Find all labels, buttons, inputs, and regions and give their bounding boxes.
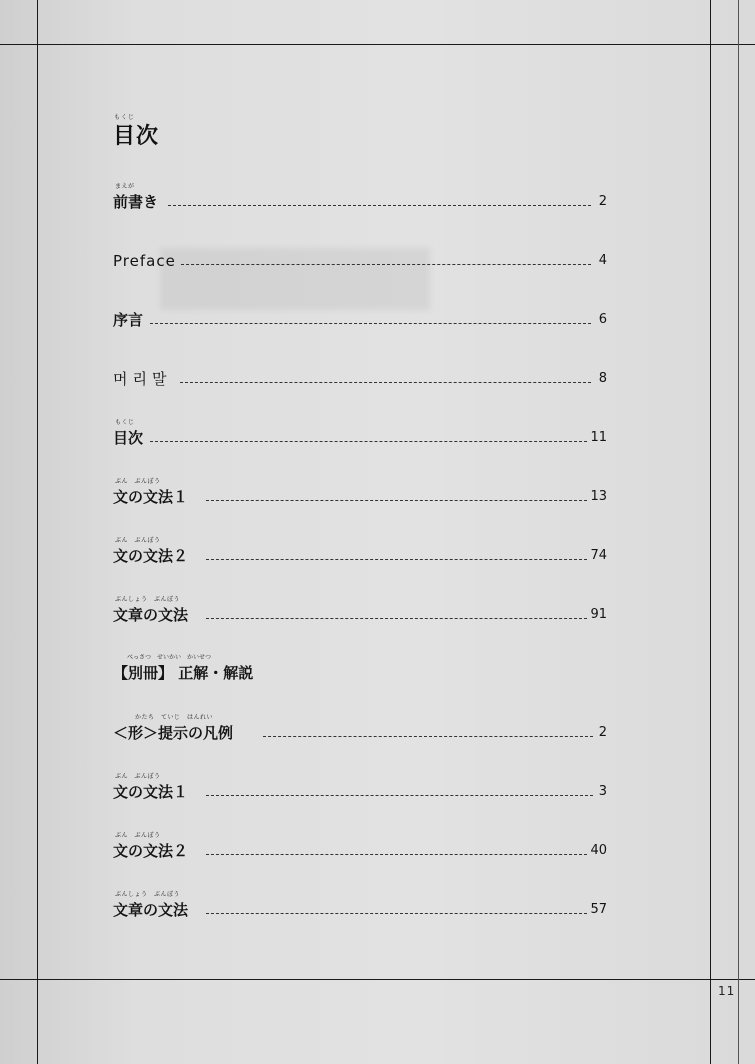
- toc-entry[interactable]: [113, 594, 607, 624]
- dot-leader: [206, 559, 587, 560]
- entry-label: 文の文法２: [113, 842, 189, 860]
- dot-leader: [206, 913, 587, 914]
- entry-page: 2: [598, 725, 607, 740]
- entry-label: ＜形＞提示の凡例: [113, 724, 234, 742]
- entry-page: 11: [590, 430, 607, 445]
- entry-page: 2: [598, 194, 607, 209]
- entry-label: 前書き: [113, 193, 159, 211]
- toc-entry[interactable]: [113, 476, 607, 506]
- entry-page: 74: [590, 548, 607, 563]
- entry-label: Preface: [113, 252, 176, 270]
- entry-ruby: ぶん ぶんぽう: [115, 832, 161, 839]
- toc-entry[interactable]: [113, 417, 607, 447]
- crop-mark-bottom: [0, 979, 755, 980]
- entry-ruby: ぶん ぶんぽう: [115, 773, 161, 780]
- toc-entry[interactable]: [113, 830, 607, 860]
- entry-label: 文の文法２: [113, 547, 189, 565]
- crop-mark-left: [37, 0, 38, 1064]
- entry-page: 3: [598, 784, 607, 799]
- page-number: 11: [718, 984, 736, 998]
- toc-heading-ruby: もくじ: [114, 114, 136, 121]
- appendix-heading-label: 【別冊】 正解・解説: [113, 664, 254, 682]
- entry-label: 文の文法１: [113, 488, 189, 506]
- toc-entry[interactable]: [113, 240, 607, 270]
- crop-mark-right-outer: [738, 0, 739, 1064]
- entry-page: 40: [590, 843, 607, 858]
- entry-label: 머리말: [113, 370, 172, 388]
- entry-label: 文章の文法: [113, 901, 189, 919]
- entry-ruby: かたち ていじ はんれい: [135, 714, 214, 721]
- appendix-heading: [113, 652, 413, 682]
- toc-entry[interactable]: [113, 299, 607, 329]
- entry-page: 91: [590, 607, 607, 622]
- entry-ruby: ぶんしょう ぶんぽう: [115, 596, 181, 603]
- dot-leader: [168, 205, 591, 206]
- entry-label: 目次: [113, 429, 144, 447]
- toc-entry[interactable]: [113, 358, 607, 388]
- entry-ruby: もくじ: [115, 419, 135, 426]
- entry-page: 57: [590, 902, 607, 917]
- dot-leader: [206, 500, 587, 501]
- dot-leader: [206, 795, 593, 796]
- crop-mark-right: [710, 0, 711, 1064]
- dot-leader: [181, 264, 591, 265]
- dot-leader: [206, 618, 587, 619]
- dot-leader: [150, 323, 591, 324]
- dot-leader: [263, 736, 593, 737]
- toc-heading: 目次: [113, 123, 160, 149]
- toc-entry[interactable]: [113, 712, 607, 742]
- entry-ruby: ぶん ぶんぽう: [115, 537, 161, 544]
- toc-entry[interactable]: [113, 889, 607, 919]
- toc-entry[interactable]: [113, 771, 607, 801]
- dot-leader: [180, 382, 591, 383]
- entry-ruby: ぶん ぶんぽう: [115, 478, 161, 485]
- toc-entry[interactable]: [113, 181, 607, 211]
- crop-mark-top: [0, 44, 755, 45]
- entry-page: 8: [598, 371, 607, 386]
- dot-leader: [206, 854, 587, 855]
- entry-page: 6: [598, 312, 607, 327]
- entry-ruby: ぶんしょう ぶんぽう: [115, 891, 181, 898]
- toc-entry[interactable]: [113, 535, 607, 565]
- entry-ruby: まえが: [115, 183, 135, 190]
- dot-leader: [150, 441, 587, 442]
- appendix-heading-ruby: べっさつ せいかい かいせつ: [127, 654, 212, 661]
- entry-page: 4: [598, 253, 607, 268]
- entry-label: 序言: [113, 311, 144, 329]
- entry-label: 文の文法１: [113, 783, 189, 801]
- entry-label: 文章の文法: [113, 606, 189, 624]
- entry-page: 13: [590, 489, 607, 504]
